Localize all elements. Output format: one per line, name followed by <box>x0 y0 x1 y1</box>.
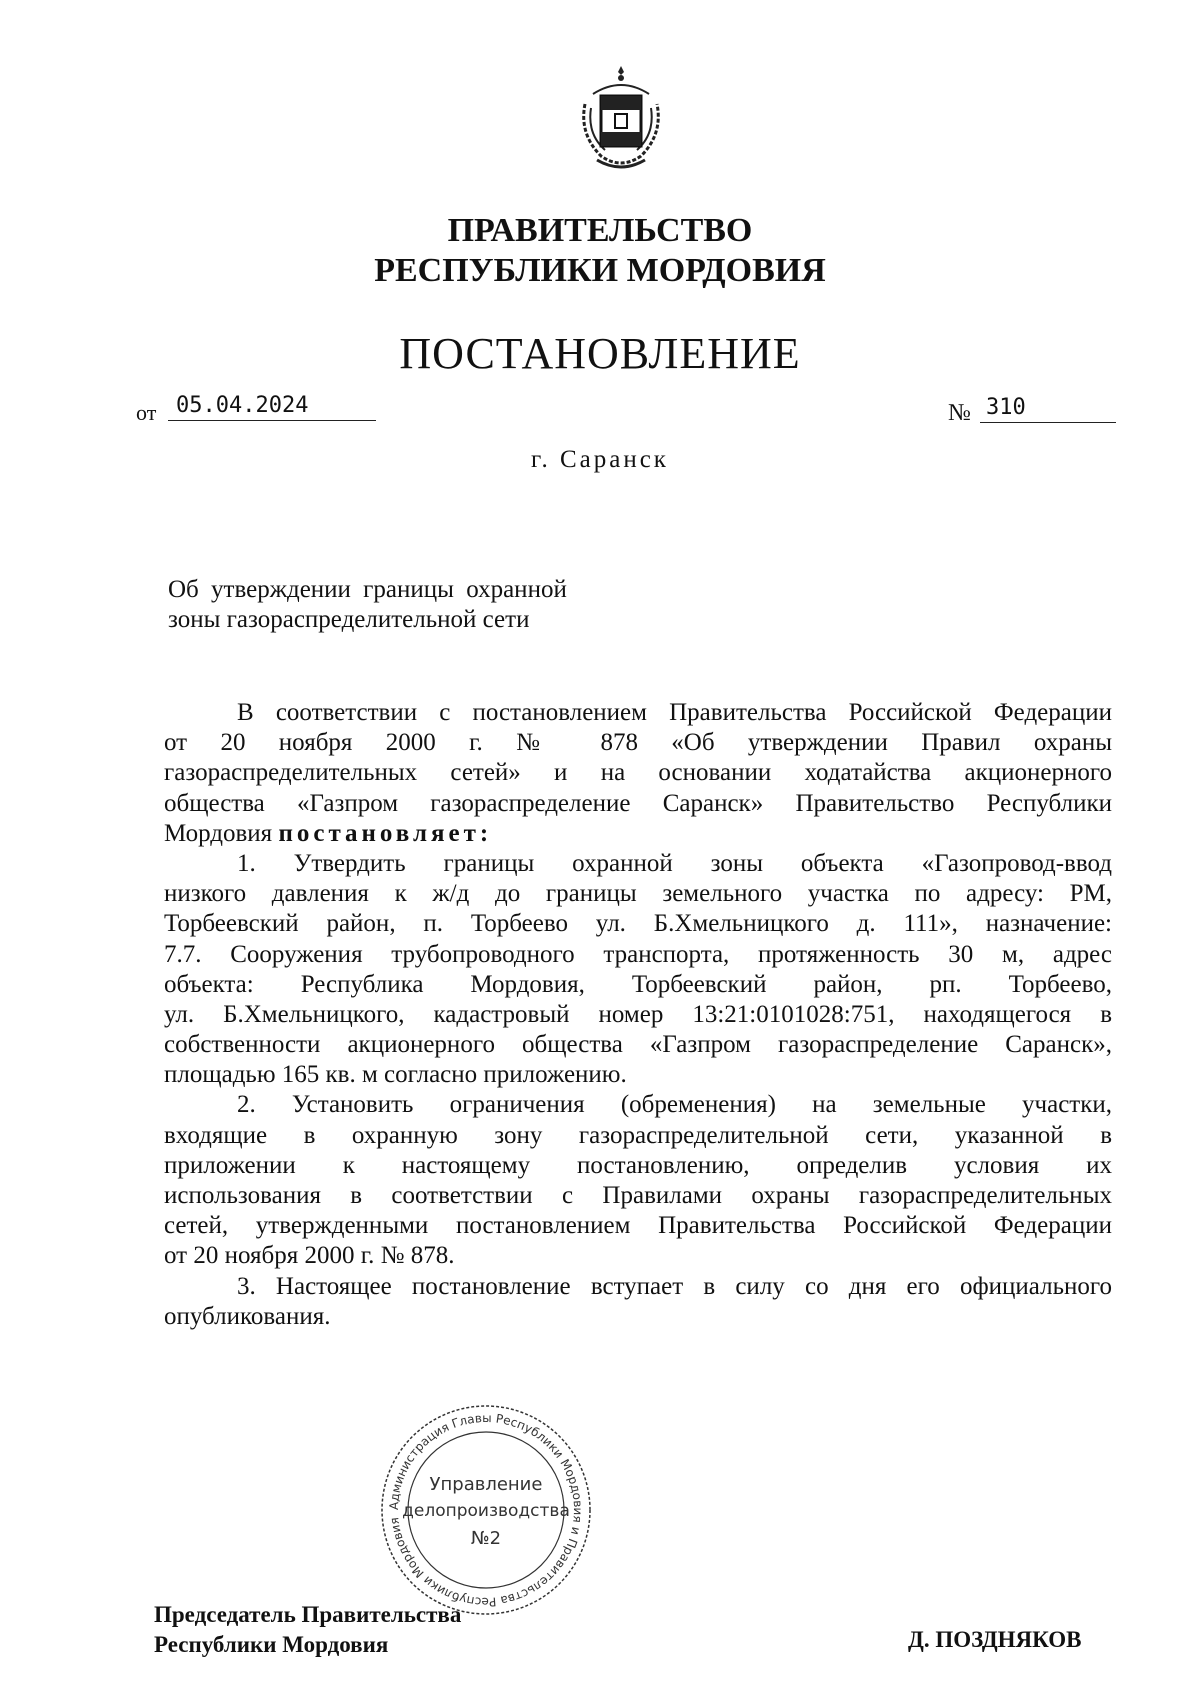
stamp-ring-text: Администрация Главы Республики Мордовия и Правительства Республики Мордовия <box>386 1410 586 1610</box>
document-type: ПОСТАНОВЛЕНИЕ <box>399 329 801 378</box>
office-stamp <box>376 1400 596 1620</box>
body-line: 7.7. Сооружения трубопроводного транспорта, протяженность 30 м, адрес <box>164 940 1112 968</box>
document-date: 05.04.2024 <box>168 392 376 421</box>
stamp-line: №2 <box>470 1528 502 1549</box>
document-number: 310 <box>980 394 1116 423</box>
body-line: газораспределительных сетей» и на основании ходатайства акционерного <box>164 759 1112 787</box>
body-line: 3. Настоящее постановление вступает в силу со дня его официального <box>237 1272 1112 1300</box>
decree-keyword: постановляет: <box>278 819 493 847</box>
body-line: от 20 ноября 2000 г. № 878 «Об утверждении Правил охраны <box>164 729 1112 757</box>
organization-name-line2: РЕСПУБЛИКИ МОРДОВИЯ <box>374 252 826 289</box>
body-line: приложении к настоящему постановлению, определив условия их <box>164 1151 1112 1179</box>
date-label: от <box>136 400 157 425</box>
signatory-name: Д. ПОЗДНЯКОВ <box>908 1627 1082 1652</box>
body-line: опубликования. <box>164 1302 331 1330</box>
organization-name-line1: ПРАВИТЕЛЬСТВО <box>447 212 753 249</box>
city: г. Саранск <box>531 446 669 473</box>
document-body <box>164 698 1112 1332</box>
body-line: сетей, утвержденными постановлением Правительства Российской Федерации <box>164 1212 1112 1240</box>
body-line: использования в соответствии с Правилами охраны газораспределительных <box>164 1182 1112 1209</box>
subject-line: Об утверждении границы охранной <box>168 576 567 603</box>
body-line <box>164 819 1112 849</box>
body-line: низкого давления к ж/д до границы земельного участка по адресу: РМ, <box>164 880 1112 908</box>
subject-line: зоны газораспределительной сети <box>168 606 530 633</box>
body-line: площадью 165 кв. м согласно приложению. <box>164 1061 627 1089</box>
body-line: Торбеевский район, п. Торбеево ул. Б.Хмельницкого д. 111», назначение: <box>164 910 1112 938</box>
body-line: от 20 ноября 2000 г. № 878. <box>164 1242 455 1270</box>
body-line: входящие в охранную зону газораспределительной сети, указанной в <box>164 1121 1112 1149</box>
body-line: 1. Утвердить границы охранной зоны объекта «Газопровод-ввод <box>237 849 1112 877</box>
stamp-line: делопроизводства <box>402 1501 570 1521</box>
body-line: В соответствии с постановлением Правительства Российской Федерации <box>237 699 1112 726</box>
body-line: ул. Б.Хмельницкого, кадастровый номер 13:21:0101028:751, находящегося в <box>164 1000 1112 1028</box>
body-line: 2. Установить ограничения (обременения) на земельные участки, <box>237 1091 1112 1119</box>
body-line: объекта: Республика Мордовия, Торбеевский район, рп. Торбеево, <box>164 970 1112 998</box>
signatory-position-line: Председатель Правительства <box>154 1602 462 1627</box>
signatory-position-line: Республики Мордовия <box>154 1632 389 1657</box>
number-label: № <box>948 400 971 426</box>
body-line: собственности акционерного общества «Газпром газораспределение Саранск», <box>164 1031 1112 1059</box>
body-text: Мордовия <box>164 819 279 847</box>
body-line: общества «Газпром газораспределение Саранск» Правительство Республики <box>164 789 1112 817</box>
coat-of-arms-icon <box>571 64 671 176</box>
document-subject <box>168 575 688 635</box>
stamp-line: Управление <box>429 1474 543 1495</box>
